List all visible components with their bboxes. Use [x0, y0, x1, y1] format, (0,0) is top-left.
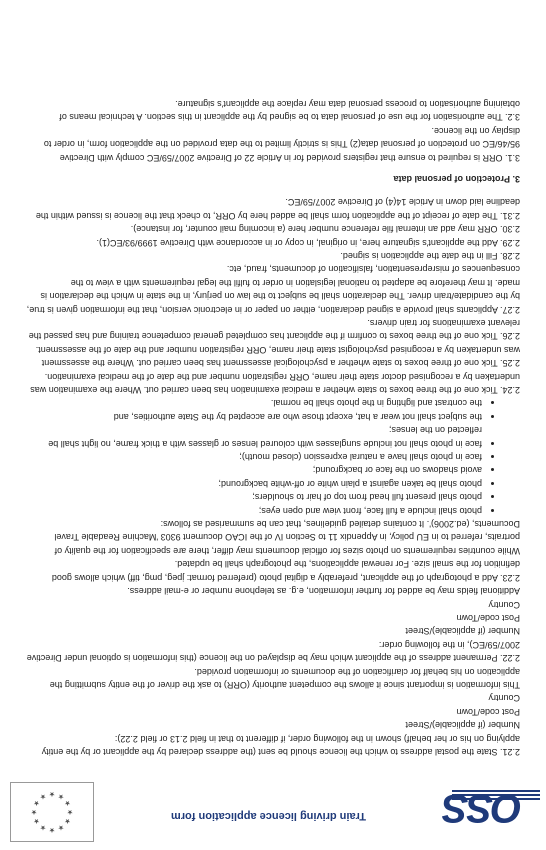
eu-stars-graphic: [11, 783, 93, 841]
form-title: Train driving licence application form: [171, 810, 366, 822]
paragraph-2-27: 2.27. Applicants shall provide a signed declaration, either on paper or in electronic version, that the information given is true, by the candidate/train driver. The declaration shall be subject to the law on perjury, in the state in which the declaration is made. It may therefore be adapted to national legislation in order to fulfil the legal requirements with a view to the consequences of misrepresentation, falsification of documents, fraud, etc.: [26, 264, 520, 315]
page-header: [0, 760, 546, 850]
eu-stars-emblem-icon: [10, 782, 94, 842]
address-line-postcode: Post code/Town: [456, 706, 520, 717]
list-item: • avoid shadows on the face or background;: [24, 463, 482, 476]
paragraph-2-31: 2.31. The date of receipt of the application form shall be added here by ORR, to check that the licence is issued within the deadline laid down in Article 14(4) of Directive 2007/59/EC.: [35, 197, 520, 221]
list-item: • photo shall present full head from top of hair to shoulders;: [24, 490, 482, 503]
svg-text:★: ★: [48, 790, 56, 798]
logo-text: OSS: [443, 786, 522, 830]
oss-logo: [443, 786, 540, 846]
address-line-postcode-2: Post code/Town: [456, 612, 520, 623]
paragraph-2-29: 2.29. Add the applicant's signature here, in original, in copy or in accordance with Directive 1999/93/EC(1).: [96, 237, 520, 248]
address-line-street-2: Number (if applicable)/Street: [405, 626, 520, 637]
paragraph-2-25: 2.25. Tick one of three boxes to state whether a psychological assessment has been carried out. Where the assessment was undertaken by a recognised psychologist state their name, ORR registration number and the date of the assessment.: [35, 344, 520, 369]
document-body: [24, 97, 520, 759]
svg-text:★: ★: [57, 823, 65, 832]
photo-guidelines-list: [24, 396, 520, 517]
section-heading: 3. Protection of personal data: [393, 173, 520, 184]
list-item: • photo shall include a full face, front view and open eyes;: [24, 503, 482, 516]
paragraph-3-1: 3.1. ORR is required to ensure that registers provided for in Article 22 of Directive 2007/59/EC comply with Directive 95/46/EC on protection of personal data(2) This is strictly limited to the data provided on the application form, in order to display on the licence.: [43, 125, 520, 163]
paragraph-2-30: 2.30. ORR may add an internal file reference number here (a incoming mail counter, for instance).: [130, 224, 520, 235]
paragraph-2-21: 2.21. State the postal address to which the licence should be sent (the address declared by the applicant or by the entity applying on his or her behalf) shown in the following order, if different to that in field 2.13 or field 2.22):: [41, 733, 520, 757]
paragraph-2-24: 2.24. Tick one of the three boxes to state whether a medical examination has been carried out. Where the examination was undertaken by a recognised doctor state their name, ORR registration number and the date of the medical examination.: [30, 371, 520, 396]
list-item: • face in photo shall have a natural expression (closed mouth);: [24, 450, 482, 463]
list-item: • face in photo shall not include sunglasses with coloured lenses or glasses with a thick frame, no light shall be reflected on the lenses;: [24, 423, 482, 450]
list-item: • the subject shall not wear a hat, except those who are accepted by the State authorities, and: [24, 409, 482, 422]
paragraph-3-2: 3.2. The authorisation for the use of personal data to be signed by the applicant in this section. A technical means of obtaining authorisation to process personal data may replace the applicant's signature.: [59, 98, 520, 123]
svg-text:★: ★: [48, 826, 56, 834]
svg-text:★: ★: [30, 808, 38, 816]
paragraph-2-23: 2.23. Add a photograph of the applicant, preferably a digital photo (preferred format: jpeg, pmg, tiff) which allows good definition for the small size. For renewal applications, the photograph shall be updated.: [51, 559, 520, 583]
svg-text:★: ★: [39, 823, 47, 832]
paragraph-additional-fields: Additional fields may be added for further information, e.g. as telephone number or e-mail address.: [127, 586, 520, 597]
svg-text:★: ★: [64, 799, 71, 807]
paragraph-2-28: 2.28. Fill in the date the application is signed.: [340, 250, 520, 261]
paragraph-photo-requirements: While countries requirements on photo sizes for official documents may differ, there are specification for the quality of portraits, referred to in EU policy, in Appendix 11 to Section IV of the ICAO document 9303 'Machine Readable Travel Documents, (ed.2006)'. It contains detailed guidelines, that can be summarised as follows:: [54, 519, 520, 556]
address-line-country-2: Country: [488, 599, 520, 610]
address-line-street: Number (if applicable)/Street: [405, 720, 520, 731]
paragraph-2-26: 2.26. Tick one of the three boxes to confirm if the applicant has completed general competence training and has passed the relevant examinations for train drivers.: [28, 318, 520, 342]
paragraph-info-importance: This information is important since it allows the competent authority (ORR) to ask the driver of the entity submitting the application on his behalf for clarification of the documents or information provided.: [49, 666, 520, 690]
svg-text:★: ★: [66, 808, 74, 816]
address-line-country: Country: [488, 693, 520, 704]
list-item: • photo shall be taken against a plain white or off-white background;: [24, 476, 482, 489]
svg-text:★: ★: [39, 792, 47, 801]
svg-text:★: ★: [33, 817, 40, 825]
list-item: • the contrast and lighting in the photo shall be normal.: [24, 396, 482, 409]
svg-text:★: ★: [33, 799, 40, 807]
svg-text:★: ★: [64, 817, 71, 825]
svg-text:★: ★: [57, 792, 65, 801]
paragraph-2-22: 2.22. Permanent address of the applicant which may be displayed on the licence (this information is optional under Directive 2007/59/EC), in the following order:: [26, 639, 520, 664]
